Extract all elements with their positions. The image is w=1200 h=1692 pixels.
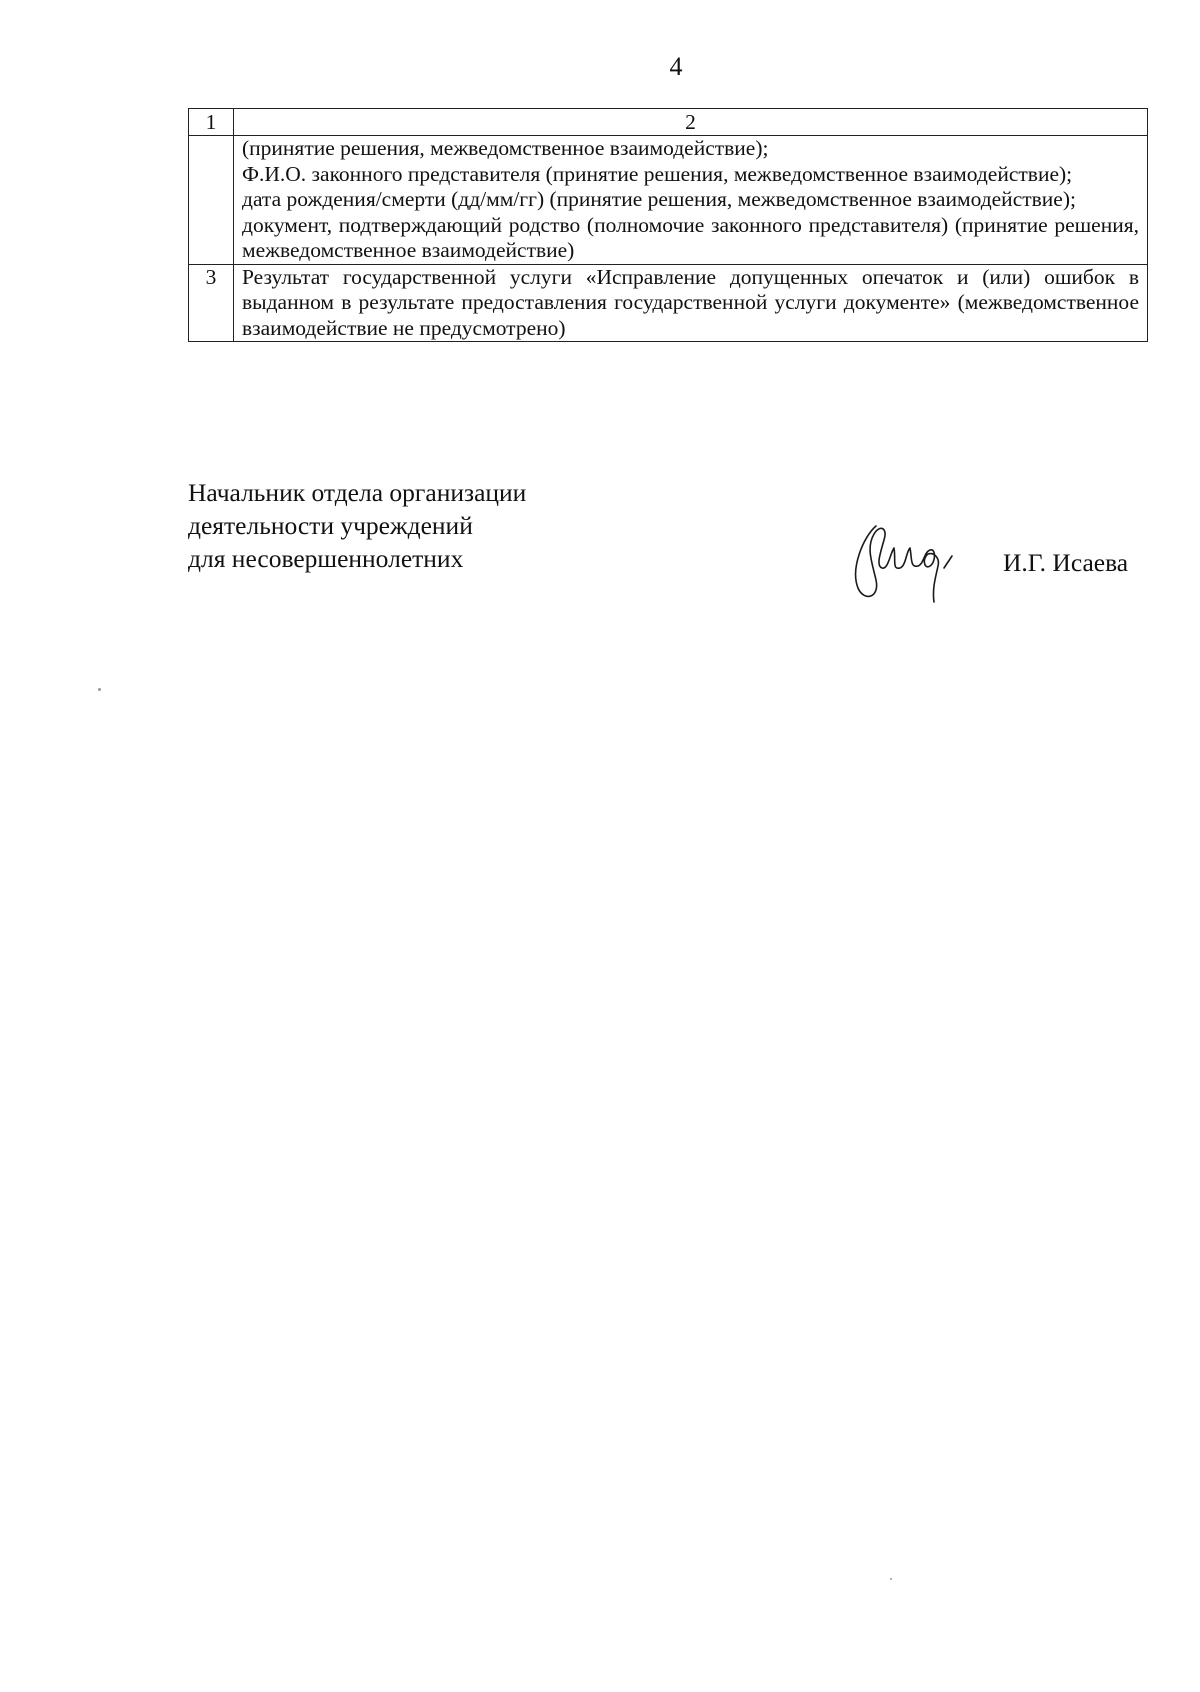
table-row [189,264,1148,342]
table-header-cell-1: 1 [189,109,234,136]
scan-artifact [98,688,101,691]
table-row-content [234,136,1148,265]
signatory-position-line: для несовершеннолетних [188,544,464,573]
table-row [189,136,1148,265]
table-row-line: дата рождения/смерти (дд/мм/гг) (принятие решения, межведомственное взаимодействие); [242,187,1076,211]
table-row-line: Ф.И.О. законного представителя (принятие решения, межведомственное взаимодействие); [242,161,1073,186]
signatory-name: И.Г. Исаева [1003,548,1129,577]
signatory-position-line: деятельности учреждений [188,511,473,540]
table-row-line: Результат государственной услуги «Исправление допущенных опечаток и (или) ошибок в выданном в результате предоставления государственной услуги документе» (межведомственное взаимодействие не предусмотрено) [242,264,1139,340]
scan-artifact [890,1578,892,1580]
handwritten-signature [836,518,966,608]
table-row-content [234,264,1148,342]
table-header-cell-2: 2 [234,109,1148,136]
document-table [188,108,1148,342]
table-row-number [189,136,234,265]
table-row-line: (принятие решения, межведомственное взаимодействие); [242,136,769,160]
table-row-line: документ, подтверждающий родство (полномочие законного представителя) (принятие решения, межведомственное взаимодействие) [242,212,1139,262]
signatory-position-line: Начальник отдела организации [188,478,527,507]
signatory-position [188,476,526,575]
table-row-number: 3 [189,264,234,342]
table-header-row [189,109,1148,136]
page-number: 4 [669,52,683,81]
